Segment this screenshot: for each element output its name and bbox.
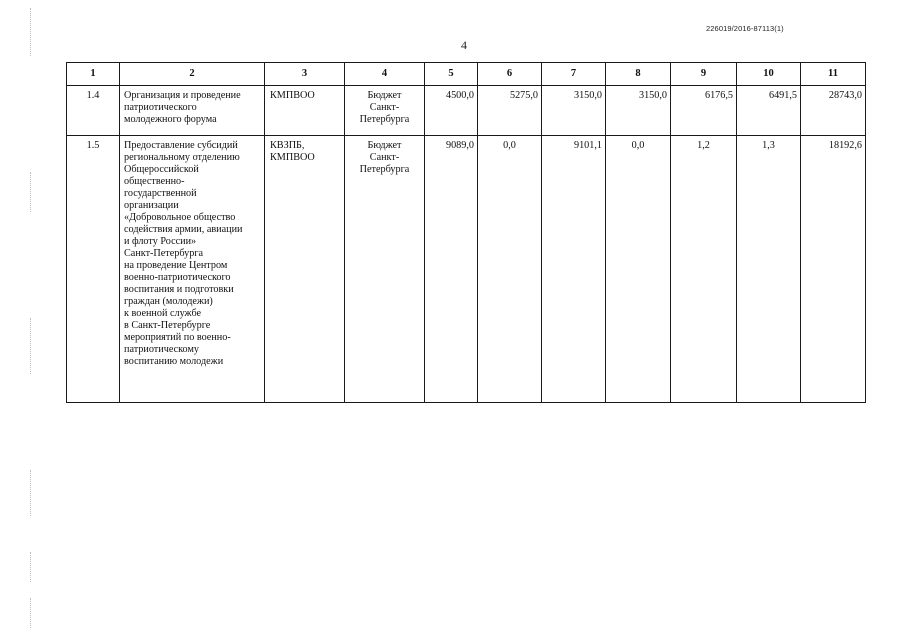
header-cell: 10 [737, 63, 801, 86]
activity-name-text: Предоставление субсидий региональному отделению Общероссийской общественно- государственной организации «Добровольное общество содействия армии, авиации и флоту России» Санкт-Петербурга на проведение Центром военно-патриотического воспитания и подготовки граждан (молодежи) к военной службе в Санкт-Петербурге мероприятий по военно- патриотическому воспитанию молодежи [124, 140, 243, 367]
executor [265, 136, 345, 403]
activity-name [120, 136, 265, 403]
funding-source-text: Бюджет Санкт- Петербурга [359, 140, 410, 175]
funding-source [345, 136, 425, 403]
executor-text: КВЗПБ, КМПВОО [270, 140, 315, 163]
header-cell: 2 [120, 63, 265, 86]
value-col-11: 18192,6 [801, 136, 866, 403]
funding-source-text: Бюджет Санкт- Петербурга [359, 90, 410, 125]
table-row [67, 86, 866, 136]
row-number: 1.5 [67, 136, 120, 403]
value-col-9: 6176,5 [671, 86, 737, 136]
executor-text: КМПВОО [270, 90, 315, 101]
page-number: 4 [461, 38, 467, 52]
activity-name [120, 86, 265, 136]
value-col-6: 0,0 [478, 136, 542, 403]
value-col-8: 3150,0 [606, 86, 671, 136]
value-col-5: 9089,0 [425, 136, 478, 403]
document-id: 226019/2016-87113(1) [706, 24, 784, 33]
table-row [67, 136, 866, 403]
header-cell: 9 [671, 63, 737, 86]
value-col-6: 5275,0 [478, 86, 542, 136]
header-cell: 7 [542, 63, 606, 86]
value-col-11: 28743,0 [801, 86, 866, 136]
header-cell: 1 [67, 63, 120, 86]
data-table [66, 62, 866, 403]
scan-margin-dots [30, 0, 34, 640]
header-cell: 4 [345, 63, 425, 86]
header-cell: 6 [478, 63, 542, 86]
value-col-10: 1,3 [737, 136, 801, 403]
header-cell: 3 [265, 63, 345, 86]
header-cell: 8 [606, 63, 671, 86]
header-cell: 5 [425, 63, 478, 86]
executor [265, 86, 345, 136]
value-col-9: 1,2 [671, 136, 737, 403]
header-row [67, 63, 866, 86]
value-col-7: 9101,1 [542, 136, 606, 403]
activity-name-text: Организация и проведение патриотического молодежного форума [124, 90, 241, 125]
value-col-10: 6491,5 [737, 86, 801, 136]
value-col-5: 4500,0 [425, 86, 478, 136]
value-col-7: 3150,0 [542, 86, 606, 136]
value-col-8: 0,0 [606, 136, 671, 403]
funding-source [345, 86, 425, 136]
header-cell: 11 [801, 63, 866, 86]
row-number: 1.4 [67, 86, 120, 136]
